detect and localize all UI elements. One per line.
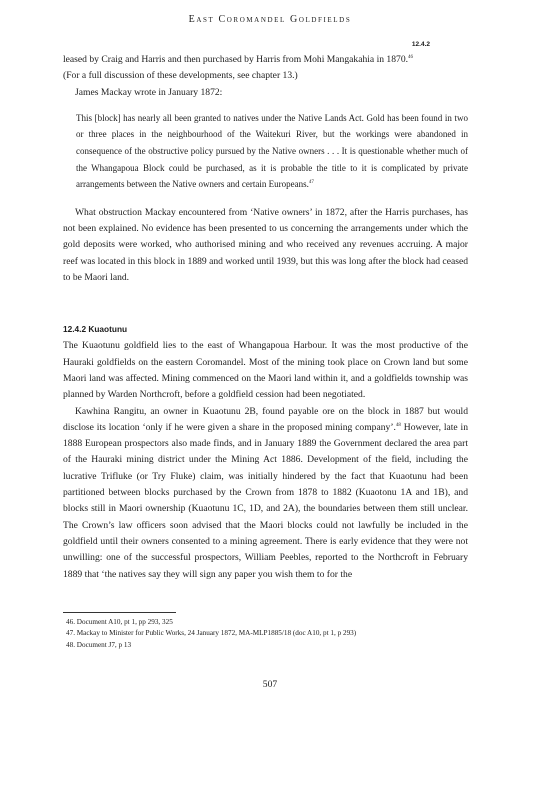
paragraph: What obstruction Mackay encountered from ‘Native owners’ in 1872, after the Harris purchases, has not been explained. No evidence has been presented to us concerning the arrangements under which the gold deposits were worked, who authorised mining and who received any revenues accruing. A major reef was located in this block in 1889 and worked until 1939, but this was long after the block had ceased to be Maori land. [63,206,468,284]
footnote-ref[interactable]: 47 [308,180,314,186]
footnote: 48. Document J7, p 13 [66,640,132,649]
paragraph-text: leased by Craig and Harris and then purchased by Harris from Mohi Mangakahia in 1870. [63,54,409,65]
footnotes [66,617,466,651]
footnote-ref[interactable]: 48 [395,422,401,428]
quote-text: This [block] has nearly all been granted to natives under the Native Lands Act. Gold has been found in two or three places in the neighbourhood of the Waitekuri River, but the workings were abandoned in consequence of the obstructive policy pursued by the Native owners . . . It is questionable whether much of the Whangapoua Block could be purchased, as it is probable the title to it is complicated by private arrangements between the Native owners and certain Europeans. [76,112,468,190]
section-heading: 12.4.2 Kuaotunu [63,324,128,335]
paragraph-continuation [63,52,468,85]
footnote: 46. Document A10, pt 1, pp 293, 325 [66,618,173,626]
paragraph: The Kuaotunu goldfield lies to the east of Whangapoua Harbour. It was the most productive of the Hauraki goldfields on the eastern Coromandel. Most of the mining took place on Crown land but some Maori land was affected. Mining commenced on the Maori land within it, and a goldfields township was planned by Warden Northcroft, before a goldfield cession had been negotiated. [63,340,468,401]
running-header: East Coromandel Goldfields [188,14,352,25]
section-number: 12.4.2 [411,41,430,48]
footnote: 47. Mackay to Minister for Public Works, 24 January 1872, MA-MLP1885/18 (doc A10, pt 1, p 293) [66,629,357,638]
paragraph-text: (For a full discussion of these developments, see chapter 13.) [63,70,298,82]
footnote-divider [63,612,176,613]
block-quote [76,110,468,193]
paragraph-text: However, late in 1888 European prospectors also made finds, and in January 1889 the Government declared the area part of the Hauraki mining district under the Mining Act 1886. Development of the field, including the lucrative Trifluke (or Try Fluke) claim, was initially hindered by the fact that Kuaotunu had been partitioned between blocks purchased by the Crown from 1878 to 1882 (Kuaotonu 1A and 1B), and blocks still in Maori ownership (Kuaotunu 1C, 1D, and 2A), the boundaries between them still unclear. The Crown’s law officers soon advised that the Maori blocks could not lawfully be included in the goldfield until their owners consented to a mining agreement. There is early evidence that they were not unwilling: one of the successful prospectors, William Peebles, reported to the Northcroft in February 1889 that ‘the natives say they will sign any paper you wish them to for the [63,421,469,580]
footnote-ref[interactable]: 46 [408,55,414,60]
paragraph [63,404,468,583]
paragraph-text: Kawhina Rangitu, an owner in Kuaotunu 2B, found payable ore on the block in 1887 but would disclose its location ‘only if he were given a share in the proposed mining company’. [63,405,468,433]
paragraph: James Mackay wrote in January 1872: [75,86,223,98]
body-text [63,52,468,583]
page-number: 507 [262,679,278,690]
